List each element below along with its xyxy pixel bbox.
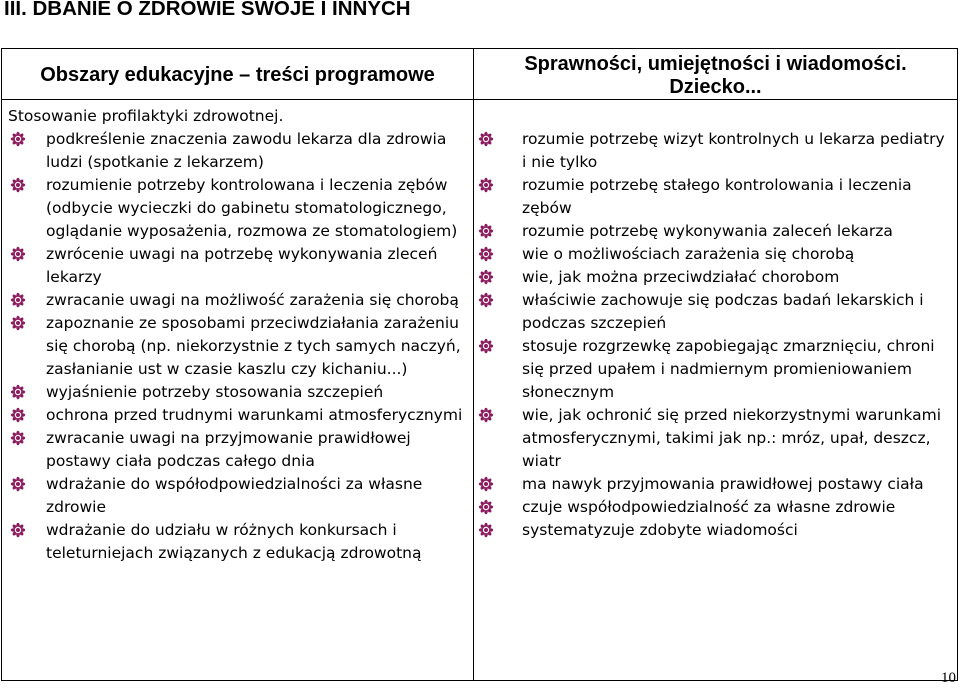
list-item [8,427,467,473]
flower-bullet-icon [10,522,26,538]
list-item [478,335,951,404]
left-items-list [8,128,467,565]
list-item-text: zwracanie uwagi na przyjmowanie prawidłowej postawy ciała podczas całego dnia [46,429,411,470]
list-item-text: czuje współodpowiedzialność za własne zdrowie [522,498,896,516]
flower-bullet-icon [478,177,494,193]
flower-bullet-icon [10,407,26,423]
list-item [478,220,951,243]
list-item [478,243,951,266]
flower-bullet-icon [10,246,26,262]
right-header-text [474,49,957,99]
flower-bullet-icon [10,315,26,331]
list-item [8,381,467,404]
list-item-text: ochrona przed trudnymi warunkami atmosferycznymi [46,406,463,424]
left-header-text: Obszary edukacyjne – treści programowe [40,64,435,86]
list-item-text: rozumie potrzebę wykonywania zaleceń lekarza [522,222,893,240]
flower-bullet-icon [478,407,494,423]
flower-bullet-icon [478,499,494,515]
list-item-text: rozumie potrzebę stałego kontrolowania i leczenia zębów [522,176,912,217]
list-item [8,289,467,312]
table-body-row [2,100,958,681]
list-item-text: podkreślenie znaczenia zawodu lekarza dla zdrowia ludzi (spotkanie z lekarzem) [46,130,447,171]
list-item [478,519,951,542]
list-item-text: wyjaśnienie potrzeby stosowania szczepień [46,383,384,401]
list-item-text: właściwie zachowuje się podczas badań lekarskich i podczas szczepień [522,291,924,332]
flower-bullet-icon [10,292,26,308]
flower-bullet-icon [478,338,494,354]
list-item [8,312,467,381]
list-item [478,266,951,289]
list-item-text: zwracanie uwagi na możliwość zarażenia się chorobą [46,291,459,309]
list-item [478,289,951,335]
left-column-header [2,49,474,100]
list-item [478,128,951,174]
flower-bullet-icon [478,292,494,308]
list-item [8,243,467,289]
list-item [8,519,467,565]
list-item [478,404,951,473]
list-item [8,473,467,519]
list-item [8,174,467,243]
list-item [478,496,951,519]
left-intro: Stosowanie profilaktyki zdrowotnej. [8,107,284,125]
list-item [8,404,467,427]
flower-bullet-icon [10,476,26,492]
list-item-text: zapoznanie ze sposobami przeciwdziałania zarażeniu się chorobą (np. niekorzystnie z tych samych naczyń, zasłanianie ust w czasie kaszlu czy kichaniu...) [46,314,461,378]
list-item-text: wie, jak ochronić się przed niekorzystnymi warunkami atmosferycznymi, takimi jak np.: mróz, upał, deszcz, wiatr [522,406,942,470]
flower-bullet-icon [10,131,26,147]
list-item-text: wdrażanie do udziału w różnych konkursach i teleturniejach związanych z edukacją zdrowotną [46,521,422,562]
list-item [478,174,951,220]
right-header-line-2: Dziecko... [669,76,762,98]
list-item-text: rozumie potrzebę wizyt kontrolnych u lekarza pediatry i nie tylko [522,130,945,171]
curriculum-table [1,48,958,681]
flower-bullet-icon [478,223,494,239]
right-column-header [474,49,958,100]
flower-bullet-icon [478,269,494,285]
page-number: 10 [941,670,956,686]
list-item-text: wdrażanie do współodpowiedzialności za własne zdrowie [46,475,423,516]
section-title: III. DBANIE O ZDROWIE SWOJE I INNYCH [4,0,411,20]
educational-areas-cell [2,100,474,681]
list-item-text: rozumienie potrzeby kontrolowana i leczenia zębów (odbycie wycieczki do gabinetu stomatologicznego, oglądanie wyposażenia, rozmowa ze stomatologiem) [46,176,458,240]
flower-bullet-icon [478,476,494,492]
flower-bullet-icon [478,246,494,262]
list-item [8,128,467,174]
list-item-text: zwrócenie uwagi na potrzebę wykonywania zleceń lekarzy [46,245,438,286]
flower-bullet-icon [10,430,26,446]
right-header-line-1: Sprawności, umiejętności i wiadomości. [524,53,907,75]
flower-bullet-icon [478,131,494,147]
flower-bullet-icon [478,522,494,538]
list-item-text: wie, jak można przeciwdziałać chorobom [522,268,840,286]
list-item-text: wie o możliwościach zarażenia się chorobą [522,245,855,263]
right-items-list [478,128,951,542]
list-item-text: systematyzuje zdobyte wiadomości [522,521,798,539]
skills-cell [474,100,958,681]
flower-bullet-icon [10,177,26,193]
list-item [478,473,951,496]
flower-bullet-icon [10,384,26,400]
list-item-text: stosuje rozgrzewkę zapobiegając zmarznięciu, chroni się przed upałem i nadmiernym promieniowaniem słonecznym [522,337,935,401]
table-header-row [2,49,958,100]
list-item-text: ma nawyk przyjmowania prawidłowej postawy ciała [522,475,924,493]
